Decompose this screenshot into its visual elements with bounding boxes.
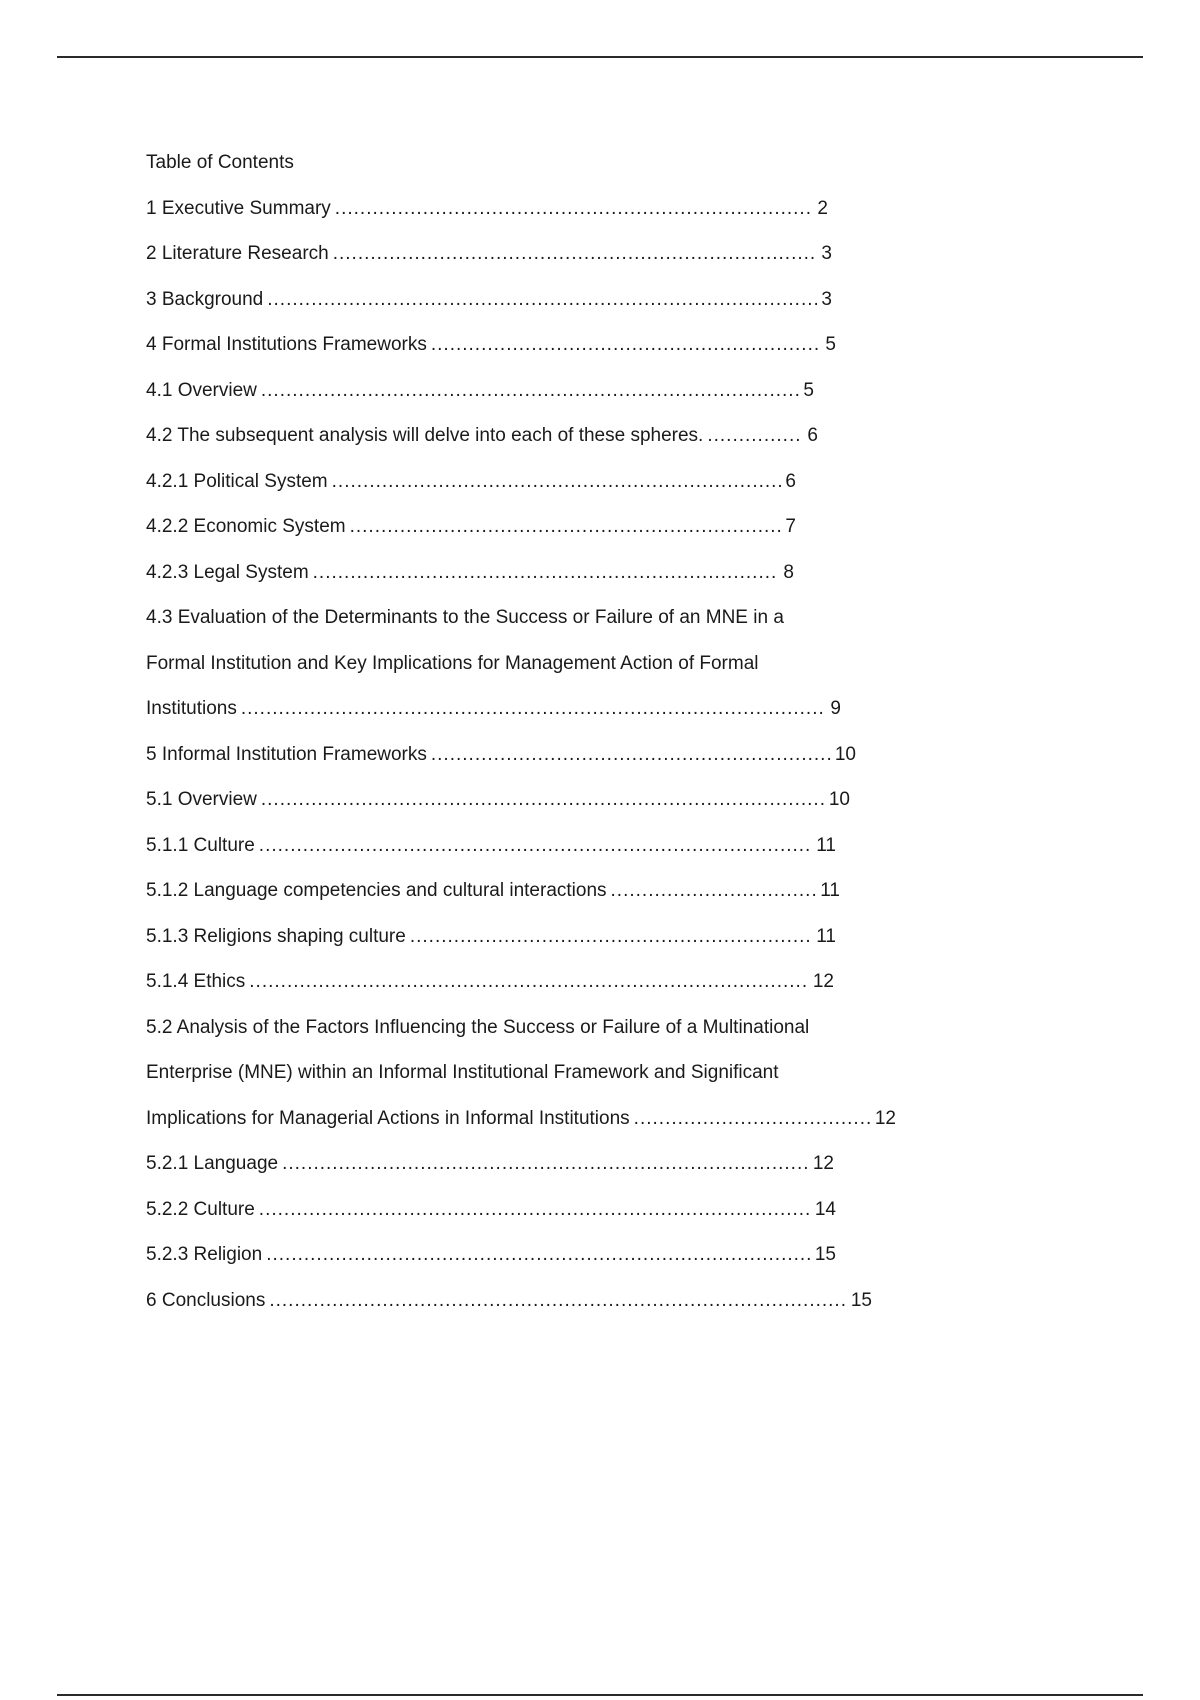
toc-entry-page: 5 bbox=[803, 379, 814, 401]
toc-entry-label: 3 Background bbox=[146, 288, 264, 310]
toc-title: Table of Contents bbox=[146, 152, 294, 173]
toc-entry-label: 5 Informal Institution Frameworks bbox=[146, 743, 427, 765]
toc-entry-label: 4.2 The subsequent analysis will delve into each of these spheres. bbox=[146, 425, 704, 446]
toc-entry-page: 11 bbox=[816, 925, 836, 947]
toc-entry-label: 4 Formal Institutions Frameworks bbox=[146, 334, 427, 355]
toc-entry-page: 2 bbox=[817, 197, 828, 219]
toc-entry-page: 3 bbox=[821, 288, 832, 310]
toc-entry[interactable] bbox=[146, 368, 814, 414]
toc-entry[interactable] bbox=[146, 1187, 836, 1233]
toc-entry[interactable] bbox=[146, 868, 840, 914]
toc-entry-label: 5.2.2 Culture bbox=[146, 1198, 255, 1220]
toc-entry-label: 1 Executive Summary bbox=[146, 197, 331, 219]
toc-entry[interactable] bbox=[146, 732, 856, 778]
toc-entry-page: 9 bbox=[830, 698, 841, 719]
toc-entry-label: 5.1.4 Ethics bbox=[146, 971, 246, 992]
toc-entry[interactable] bbox=[146, 1141, 834, 1187]
toc-entry-label: 5.1.1 Culture bbox=[146, 834, 255, 856]
toc-entry-page: 5 bbox=[825, 334, 836, 355]
toc-entry-label: 4.2.2 Economic System bbox=[146, 516, 346, 537]
toc-entry-label-line: Enterprise (MNE) within an Informal Institutional Framework and Significant bbox=[146, 1062, 779, 1083]
toc-entry-page: 14 bbox=[814, 1198, 836, 1220]
toc-entry-page: 12 bbox=[812, 1153, 834, 1174]
toc-entry-page: 11 bbox=[816, 834, 836, 856]
toc-entry-label-line: Formal Institution and Key Implications for Management Action of Formal bbox=[146, 652, 759, 674]
toc-entry[interactable] bbox=[146, 459, 796, 505]
toc-entry-label-line: Implications for Managerial Actions in Informal Institutions bbox=[146, 1107, 630, 1129]
table-of-contents bbox=[146, 140, 906, 1323]
toc-entry[interactable] bbox=[146, 959, 834, 1005]
toc-entry-page: 10 bbox=[828, 789, 850, 810]
toc-entry[interactable] bbox=[146, 550, 794, 596]
toc-entry-label: 2 Literature Research bbox=[146, 243, 329, 264]
toc-entry-multiline[interactable] bbox=[146, 595, 906, 732]
toc-entry-page: 8 bbox=[783, 561, 794, 583]
toc-entry-page: 12 bbox=[874, 1107, 896, 1129]
toc-entry-page: 6 bbox=[807, 425, 818, 446]
toc-entry[interactable] bbox=[146, 777, 850, 823]
toc-entry[interactable] bbox=[146, 277, 832, 323]
toc-entry[interactable] bbox=[146, 1232, 836, 1278]
header-rule bbox=[57, 56, 1143, 58]
toc-entry[interactable] bbox=[146, 504, 796, 550]
toc-entry-label-line: Institutions bbox=[146, 698, 237, 719]
toc-entry-page: 10 bbox=[834, 743, 856, 765]
toc-entry[interactable] bbox=[146, 186, 828, 232]
toc-entry-label-line: 4.3 Evaluation of the Determinants to the Success or Failure of an MNE in a bbox=[146, 607, 784, 628]
toc-entry-page: 7 bbox=[785, 516, 796, 537]
toc-entry[interactable] bbox=[146, 823, 836, 869]
toc-entry[interactable] bbox=[146, 1278, 872, 1324]
toc-entry-label: 4.2.1 Political System bbox=[146, 470, 328, 492]
toc-entry-page: 12 bbox=[812, 971, 834, 992]
toc-entry-page: 15 bbox=[814, 1244, 836, 1265]
toc-entry[interactable] bbox=[146, 914, 836, 960]
toc-entry-page: 15 bbox=[850, 1289, 872, 1311]
toc-entry-multiline[interactable] bbox=[146, 1005, 906, 1142]
toc-entry-page: 6 bbox=[785, 470, 796, 492]
toc-entry-label: 5.1.2 Language competencies and cultural interactions bbox=[146, 880, 607, 901]
toc-entry[interactable] bbox=[146, 413, 818, 459]
toc-entry-label: 5.1 Overview bbox=[146, 789, 257, 810]
toc-entry-label: 6 Conclusions bbox=[146, 1289, 266, 1311]
footer-rule bbox=[57, 1694, 1143, 1696]
toc-entry-label-line: 5.2 Analysis of the Factors Influencing the Success or Failure of a Multinational bbox=[146, 1016, 810, 1038]
toc-entry[interactable] bbox=[146, 322, 836, 368]
toc-entry-label: 5.2.3 Religion bbox=[146, 1244, 263, 1265]
toc-entry-label: 4.1 Overview bbox=[146, 379, 257, 401]
toc-entry-label: 5.2.1 Language bbox=[146, 1153, 279, 1174]
toc-entry-page: 11 bbox=[820, 880, 840, 901]
toc-entry[interactable] bbox=[146, 231, 832, 277]
toc-entry-label: 4.2.3 Legal System bbox=[146, 561, 309, 583]
toc-entry-page: 3 bbox=[821, 243, 832, 264]
toc-entry-label: 5.1.3 Religions shaping culture bbox=[146, 925, 406, 947]
